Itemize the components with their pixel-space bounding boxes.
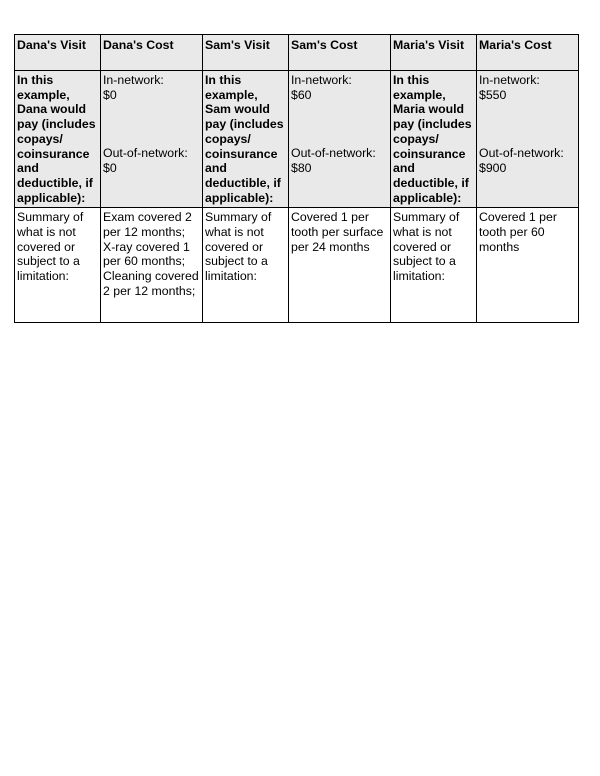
dana-cost-cell (101, 71, 203, 208)
spacer (103, 102, 200, 146)
header-dana-visit: Dana's Visit (15, 35, 101, 71)
sam-payment-label: In this example, Sam would pay (includes copays/ coinsurance and deductible, if applicable): (203, 71, 289, 208)
dana-in-network-label: In-network: (103, 73, 164, 87)
sam-limitation-value: Covered 1 per tooth per surface per 24 months (289, 208, 391, 323)
maria-in-network-value: $550 (479, 87, 507, 102)
maria-out-network-label: Out-of-network: (479, 146, 564, 161)
sam-cost-cell (289, 71, 391, 208)
limitation-row (15, 208, 579, 323)
maria-payment-label: In this example, Maria would pay (includes copays/ coinsurance and deductible, if applicable): (391, 71, 477, 208)
maria-in-network-label: In-network: (479, 73, 540, 87)
header-maria-visit: Maria's Visit (391, 35, 477, 71)
maria-limitation-label: Summary of what is not covered or subject to a limitation: (391, 208, 477, 323)
dana-out-network-value: $0 (103, 161, 117, 176)
header-maria-cost: Maria's Cost (477, 35, 579, 71)
dana-limitation-label: Summary of what is not covered or subject to a limitation: (15, 208, 101, 323)
dana-limitation-value: Exam covered 2 per 12 months; X-ray covered 1 per 60 months; Cleaning covered 2 per 12 months; (101, 208, 203, 323)
header-sam-visit: Sam's Visit (203, 35, 289, 71)
sam-limitation-label: Summary of what is not covered or subject to a limitation: (203, 208, 289, 323)
spacer (291, 102, 388, 146)
header-sam-cost: Sam's Cost (289, 35, 391, 71)
maria-out-network-value: $900 (479, 161, 507, 176)
payment-row (15, 71, 579, 208)
maria-limitation-value: Covered 1 per tooth per 60 months (477, 208, 579, 323)
cost-comparison-table (14, 34, 579, 323)
sam-in-network-label: In-network: (291, 73, 352, 87)
dana-payment-label: In this example, Dana would pay (includes copays/ coinsurance and deductible, if applicable): (15, 71, 101, 208)
spacer (479, 102, 576, 146)
header-row (15, 35, 579, 71)
maria-cost-cell (477, 71, 579, 208)
header-dana-cost: Dana's Cost (101, 35, 203, 71)
sam-out-network-label: Out-of-network: (291, 146, 376, 161)
dana-out-network-label: Out-of-network: (103, 146, 188, 161)
dana-in-network-value: $0 (103, 87, 117, 102)
sam-out-network-value: $80 (291, 161, 312, 176)
sam-in-network-value: $60 (291, 87, 312, 102)
